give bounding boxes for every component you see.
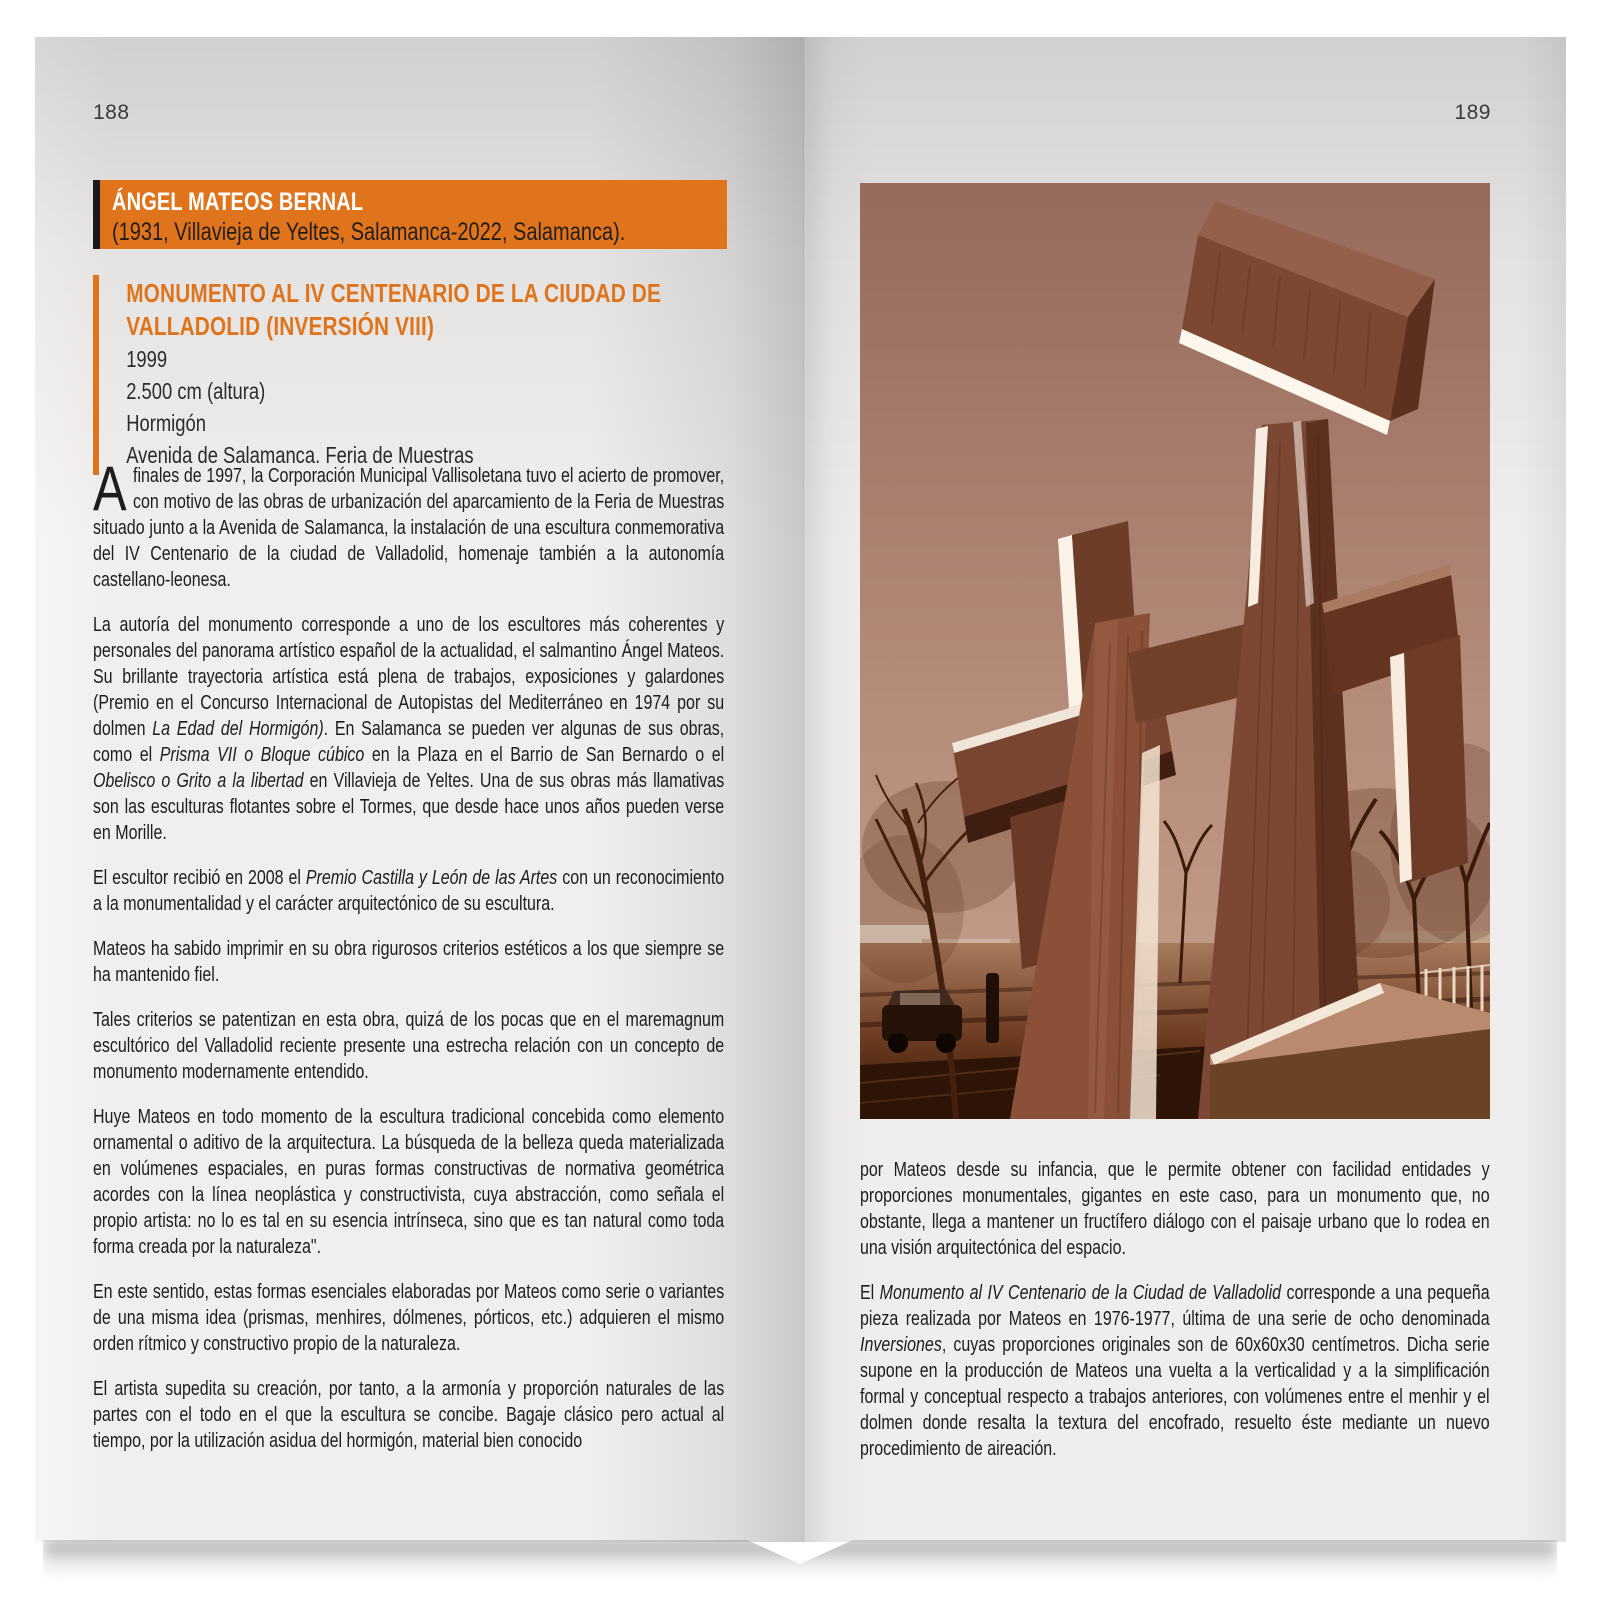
work-material: Hormigón bbox=[126, 410, 206, 436]
page-left bbox=[35, 37, 803, 1542]
work-header-content bbox=[99, 275, 766, 475]
page-number-left: 188 bbox=[93, 101, 130, 124]
paragraph: Afinales de 1997, la Corporación Municipal Vallisoletana tuvo el acierto de promover, con motivo de las obras de urbanización del aparcamiento de la Feria de Muestras situado junto a la Avenida de Salamanca, la instalación de una escultura conmemorativa del IV Centenario de la ciudad de Valladolid, homenaje también a la autonomía castellano-leonesa. bbox=[93, 454, 725, 591]
paragraph: Huye Mateos en todo momento de la escultura tradicional concebida como elemento ornamental o aditivo de la arquitectura. La búsqueda de la belleza queda materializada en volúmenes espaciales, en puras formas constructivas de normativa geométrica acordes con la línea neoplástica y constructivista, cuya abstracción, como señala el propio artista: no lo es tal en su esencia intrínseca, sino que es tan natural como toda forma creada por la naturaleza". bbox=[93, 1106, 725, 1258]
body-column-right bbox=[860, 1157, 1600, 1462]
paragraph: por Mateos desde su infancia, que le permite obtener con facilidad entidades y proporciones monumentales, gigantes en este caso, para un monumento que, no obstante, llega a mantener un fructífero diálogo con el paisaje urbano que lo rodea en una visión arquitectónica del espacio. bbox=[860, 1159, 1490, 1259]
artist-header-content bbox=[100, 180, 720, 247]
work-title-line1: MONUMENTO AL IV CENTENARIO DE LA CIUDAD DE bbox=[126, 278, 662, 308]
work-title bbox=[126, 277, 766, 343]
paragraph: Tales criterios se patentizan en esta obra, quizá de los pocas que en el maremagnum escultórico del Valladolid reciente presente una estrecha relación con un concepto de monumento modernamente entendido. bbox=[93, 1009, 725, 1083]
work-dimensions: 2.500 cm (altura) bbox=[126, 378, 266, 404]
work-location: Avenida de Salamanca. Feria de Muestras bbox=[126, 442, 474, 468]
page-shadow bbox=[43, 1540, 1557, 1580]
drop-cap: A bbox=[93, 454, 127, 524]
artist-header-bar bbox=[93, 180, 727, 249]
work-year: 1999 bbox=[126, 346, 168, 372]
work-header bbox=[93, 275, 753, 475]
paragraph: Mateos ha sabido imprimir en su obra rigurosos criterios estéticos a los que siempre se ha mantenido fiel. bbox=[93, 938, 725, 986]
paragraph: El Monumento al IV Centenario de la Ciudad de Valladolid corresponde a una pequeña pieza realizada por Mateos en 1976-1977, última de una serie de ocho denominada Inversiones, cuyas proporciones originales son de 60x60x30 centímetros. Dicha serie supone en la producción de Mateos una vuelta a la verticalidad y a la simplificación formal y conceptual respecto a trabajos anteriores, con volúmenes entre el menhir y el dolmen donde resalta la textura del encofrado, resuelto éste mediante un nuevo procedimiento de aireación. bbox=[860, 1282, 1490, 1460]
artist-dates: (1931, Villavieja de Yeltes, Salamanca-2022, Salamanca). bbox=[112, 218, 626, 246]
work-title-line2: VALLADOLID (INVERSIÓN VIII) bbox=[126, 311, 435, 341]
paragraph: La autoría del monumento corresponde a uno de los escultores más coherentes y personales del panorama artístico español de la actualidad, el salmantino Ángel Mateos. Su brillante trayectoria artística está plena de trabajos, exposiciones y galardones (Premio en el Concurso Internacional de Autopistas del Mediterráneo en 1974 por su dolmen La Edad del Hormigón). En Salamanca se pueden ver algunas de sus obras, como el Prisma VII o Bloque cúbico en la Plaza en el Barrio de San Bernardo o el Obelisco o Grito a la libertad en Villavieja de Yeltes. Una de sus obras más llamativas son las esculturas flotantes sobre el Tormes, que desde hace unos años pueden verse en Morille. bbox=[93, 614, 725, 844]
page-number-right: 189 bbox=[1454, 101, 1491, 124]
paragraph: En este sentido, estas formas esenciales elaboradas por Mateos como serie o variantes de una misma idea (prismas, menhires, dólmenes, pórticos, etc.) adquieren el mismo orden rítmico y constructivo propio de la naturaleza. bbox=[93, 1281, 725, 1355]
book-spread bbox=[35, 37, 1565, 1542]
monument-photo-illustration bbox=[860, 183, 1490, 1119]
paragraph: El artista supedita su creación, por tanto, a la armonía y proporción naturales de las partes con el todo en el que la escultura se concibe. Bagaje clásico pero actual al tiempo, por la utilización asidua del hormigón, material bien conocido bbox=[93, 1378, 725, 1452]
page-right bbox=[803, 37, 1566, 1542]
paragraph: El escultor recibió en 2008 el Premio Castilla y León de las Artes con un reconocimiento a la monumentalidad y el carácter arquitectónico de su escultura. bbox=[93, 867, 725, 915]
monument-photo bbox=[860, 183, 1490, 1119]
artist-name: ÁNGEL MATEOS BERNAL bbox=[112, 188, 364, 216]
